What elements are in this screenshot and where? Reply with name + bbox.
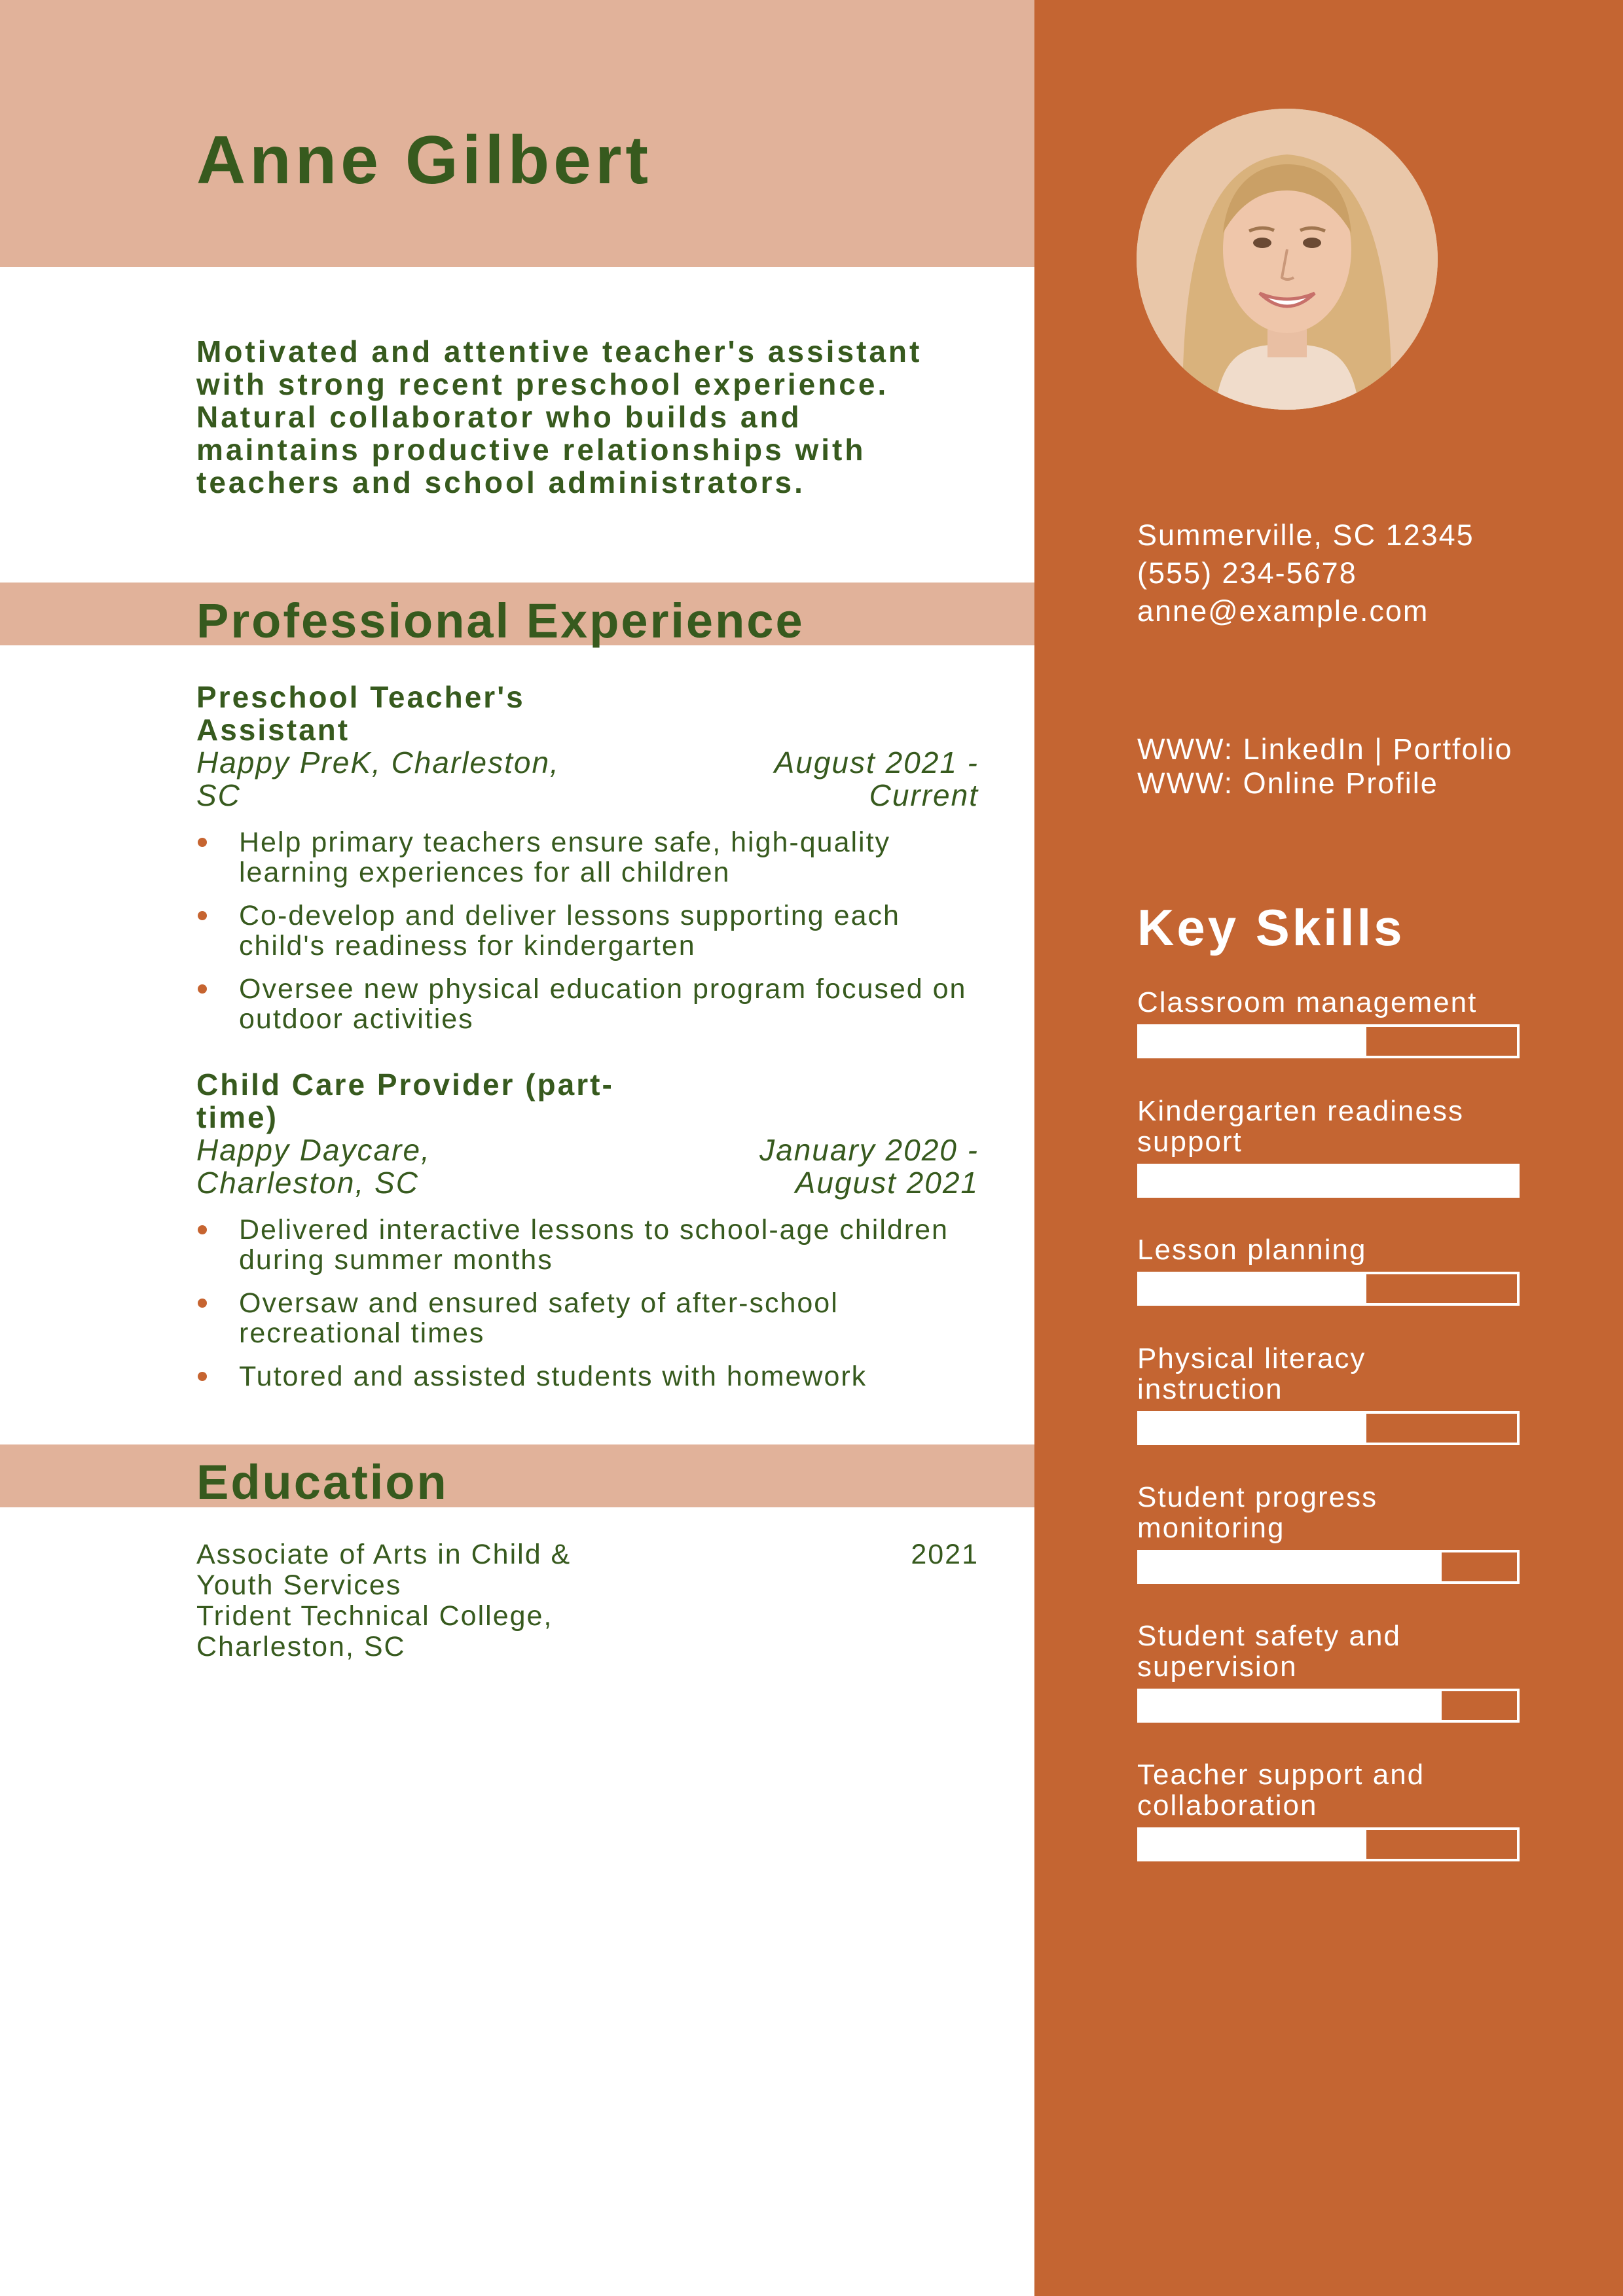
job-bullet-text: Oversaw and ensured safety of after-school recreational times <box>239 1287 839 1349</box>
skill-fill <box>1140 1166 1517 1195</box>
education-degree: Associate of Arts in Child & Youth Services <box>196 1539 572 1601</box>
skill-fill <box>1140 1274 1366 1303</box>
skill-item <box>1137 1759 1520 1861</box>
job-bullet <box>196 1361 979 1391</box>
skill-label: Physical literacy instruction <box>1137 1342 1366 1405</box>
contact-links[interactable]: WWW: LinkedIn | Portfolio <box>1137 732 1513 766</box>
skill-item <box>1137 987 1520 1058</box>
bullet-dot-icon <box>198 838 207 847</box>
bullet-dot-icon <box>198 1299 207 1308</box>
skill-label: Student safety and supervision <box>1137 1620 1401 1683</box>
job-meta <box>196 1134 979 1199</box>
education-section-title: Education <box>196 1455 448 1509</box>
skill-fill <box>1140 1027 1366 1056</box>
skill-label: Kindergarten readiness support <box>1137 1095 1464 1158</box>
summary-text: Motivated and attentive teacher's assistant with strong recent preschool experience. Natural collaborator who builds and maintains productive relationships with teachers and school administrators. <box>196 334 922 499</box>
skill-bar <box>1137 1689 1520 1723</box>
job-dates: August 2021 - Current <box>774 745 979 812</box>
education-details <box>196 1539 615 1662</box>
profile-photo <box>1137 109 1438 410</box>
skill-item <box>1137 1621 1520 1723</box>
skill-bar <box>1137 1411 1520 1445</box>
job-bullet-text: Oversee new physical education program focused on outdoor activities <box>239 973 967 1035</box>
skill-label: Student progress monitoring <box>1137 1481 1378 1544</box>
bullet-dot-icon <box>198 1225 207 1234</box>
job-bullet-text: Tutored and assisted students with homework <box>239 1361 867 1392</box>
job-company: Happy PreK, Charleston, SC <box>196 745 560 812</box>
contact-block <box>1137 516 1523 630</box>
profile-photo-illustration <box>1137 109 1438 410</box>
bullet-dot-icon <box>198 911 207 920</box>
contact-phone: (555) 234-5678 <box>1137 556 1357 590</box>
skill-fill <box>1140 1414 1366 1443</box>
education-school: Trident Technical College, Charleston, SC <box>196 1600 553 1662</box>
experience-section-title: Professional Experience <box>196 594 805 648</box>
job-bullet <box>196 1288 979 1348</box>
skill-bar <box>1137 1272 1520 1306</box>
bullet-dot-icon <box>198 984 207 994</box>
job-entry <box>196 681 979 1047</box>
skill-label: Lesson planning <box>1137 1234 1367 1266</box>
skill-item <box>1137 1096 1520 1198</box>
skill-bar <box>1137 1164 1520 1198</box>
job-title: Preschool Teacher's Assistant <box>196 680 525 747</box>
skill-fill <box>1140 1830 1366 1859</box>
skill-item <box>1137 1482 1520 1584</box>
links-block <box>1137 734 1523 798</box>
candidate-name: Anne Gilbert <box>196 122 653 198</box>
skill-label: Classroom management <box>1137 986 1478 1018</box>
job-bullet-text: Delivered interactive lessons to school-age children during summer months <box>239 1214 949 1276</box>
skill-bar <box>1137 1024 1520 1058</box>
skill-item <box>1137 1343 1520 1445</box>
skill-fill <box>1140 1552 1442 1581</box>
education-entry <box>196 1539 979 1662</box>
job-bullet <box>196 974 979 1034</box>
contact-email[interactable]: anne@example.com <box>1137 594 1429 628</box>
bullet-dot-icon <box>198 1372 207 1381</box>
contact-profile[interactable]: WWW: Online Profile <box>1137 766 1438 800</box>
skill-bar <box>1137 1827 1520 1861</box>
job-bullet <box>196 901 979 961</box>
job-bullets <box>196 1215 979 1391</box>
job-entry <box>196 1068 979 1405</box>
job-company: Happy Daycare, Charleston, SC <box>196 1133 431 1200</box>
skill-bar <box>1137 1550 1520 1584</box>
job-dates: January 2020 - August 2021 <box>759 1133 979 1200</box>
job-title: Child Care Provider (part-time) <box>196 1067 614 1134</box>
job-bullet-text: Co-develop and deliver lessons supporting each child's readiness for kindergarten <box>239 900 900 961</box>
education-year: 2021 <box>911 1539 979 1570</box>
skills-title: Key Skills <box>1137 899 1405 956</box>
contact-location: Summerville, SC 12345 <box>1137 518 1474 552</box>
education-section-band <box>0 1444 1034 1507</box>
job-bullet-text: Help primary teachers ensure safe, high-quality learning experiences for all children <box>239 827 891 888</box>
job-meta <box>196 746 979 812</box>
job-bullets <box>196 827 979 1034</box>
job-bullet <box>196 1215 979 1275</box>
skill-item <box>1137 1234 1520 1306</box>
sidebar <box>1034 0 1623 2296</box>
job-bullet <box>196 827 979 888</box>
skill-label: Teacher support and collaboration <box>1137 1759 1425 1821</box>
skill-fill <box>1140 1691 1442 1720</box>
